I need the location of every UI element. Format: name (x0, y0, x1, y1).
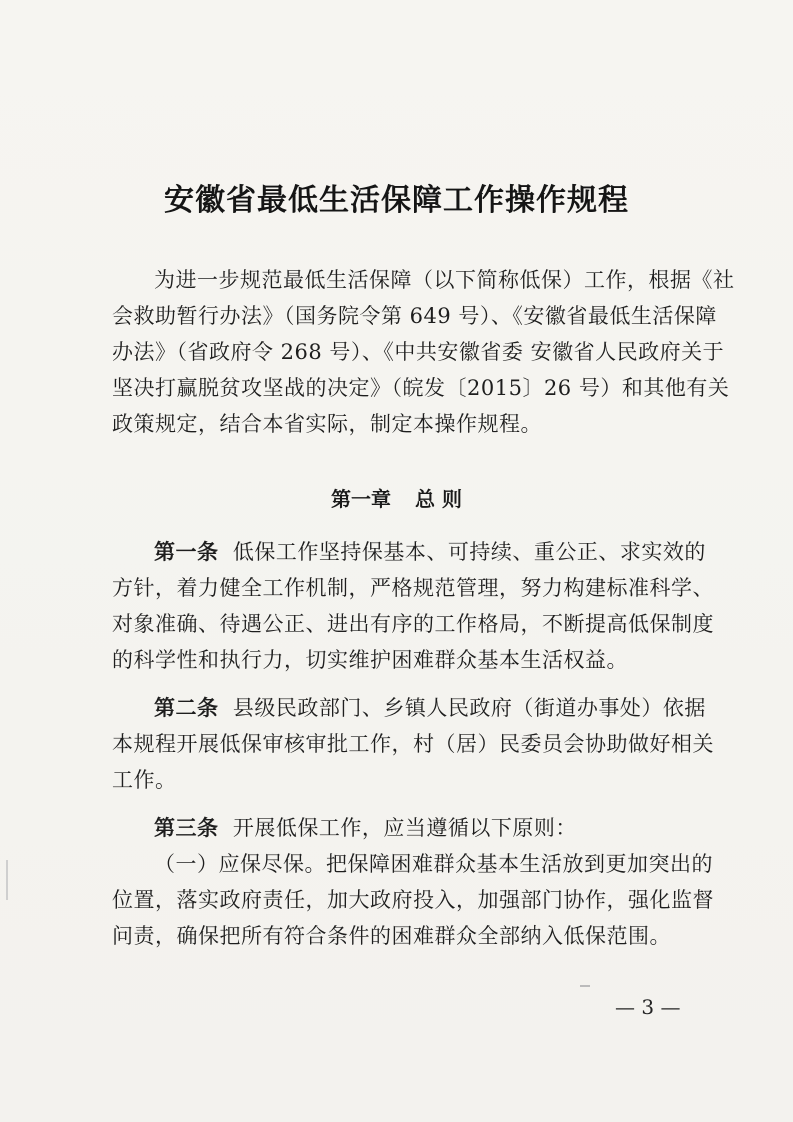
preamble-paragraph (112, 262, 735, 442)
article-label: 第二条 (154, 696, 219, 720)
principle-1 (112, 846, 714, 954)
article-line: 方针，着力健全工作机制，严格规范管理，努力构建标准科学、 (112, 576, 714, 600)
chapter-heading (0, 483, 793, 512)
chapter-name: 总 则 (415, 487, 462, 511)
chapter-label: 第一章 (331, 487, 392, 511)
principle-line: 位置，落实政府责任，加大政府投入，加强部门协作，强化监督 (112, 888, 714, 912)
preamble-line: 会救助暂行办法》（国务院令第 649 号）、《安徽省最低生活保障 (112, 304, 717, 328)
binding-mark (6, 860, 8, 900)
preamble-line: 政策规定，结合本省实际，制定本操作规程。 (112, 412, 542, 436)
article-text: 开展低保工作，应当遵循以下原则： (232, 816, 577, 840)
preamble-line: 坚决打赢脱贫攻坚战的决定》（皖发〔2015〕26 号）和其他有关 (112, 376, 730, 400)
article-first-line (112, 810, 678, 846)
page-number: — 3 — (615, 995, 681, 1019)
article-label: 第三条 (154, 816, 219, 840)
article-3 (112, 810, 678, 846)
article-line: 的科学性和执行力，切实维护困难群众基本生活权益。 (112, 648, 628, 672)
article-line: 本规程开展低保审核审批工作，村（居）民委员会协助做好相关 (112, 732, 714, 756)
preamble-line: 办法》（省政府令 268 号）、《中共安徽省委 安徽省人民政府关于 (112, 340, 725, 364)
article-text: 低保工作坚持保基本、可持续、重公正、求实效的 (232, 540, 706, 564)
article-first-line (112, 534, 706, 570)
article-text: 县级民政部门、乡镇人民政府（街道办事处）依据 (232, 696, 706, 720)
article-line: 工作。 (112, 768, 177, 792)
article-2 (112, 690, 714, 798)
principle-line: （一）应保尽保。把保障困难群众基本生活放到更加突出的 (154, 852, 713, 876)
document-title: 安徽省最低生活保障工作操作规程 (164, 183, 629, 218)
article-line: 对象准确、待遇公正、进出有序的工作格局，不断提高低保制度 (112, 612, 714, 636)
principle-line: 问责，确保把所有符合条件的困难群众全部纳入低保范围。 (112, 924, 671, 948)
preamble-line: 为进一步规范最低生活保障（以下简称低保）工作，根据《社 (154, 268, 735, 292)
article-first-line (112, 690, 706, 726)
article-1 (112, 534, 714, 678)
scan-smudge (580, 985, 590, 987)
article-label: 第一条 (154, 540, 219, 564)
